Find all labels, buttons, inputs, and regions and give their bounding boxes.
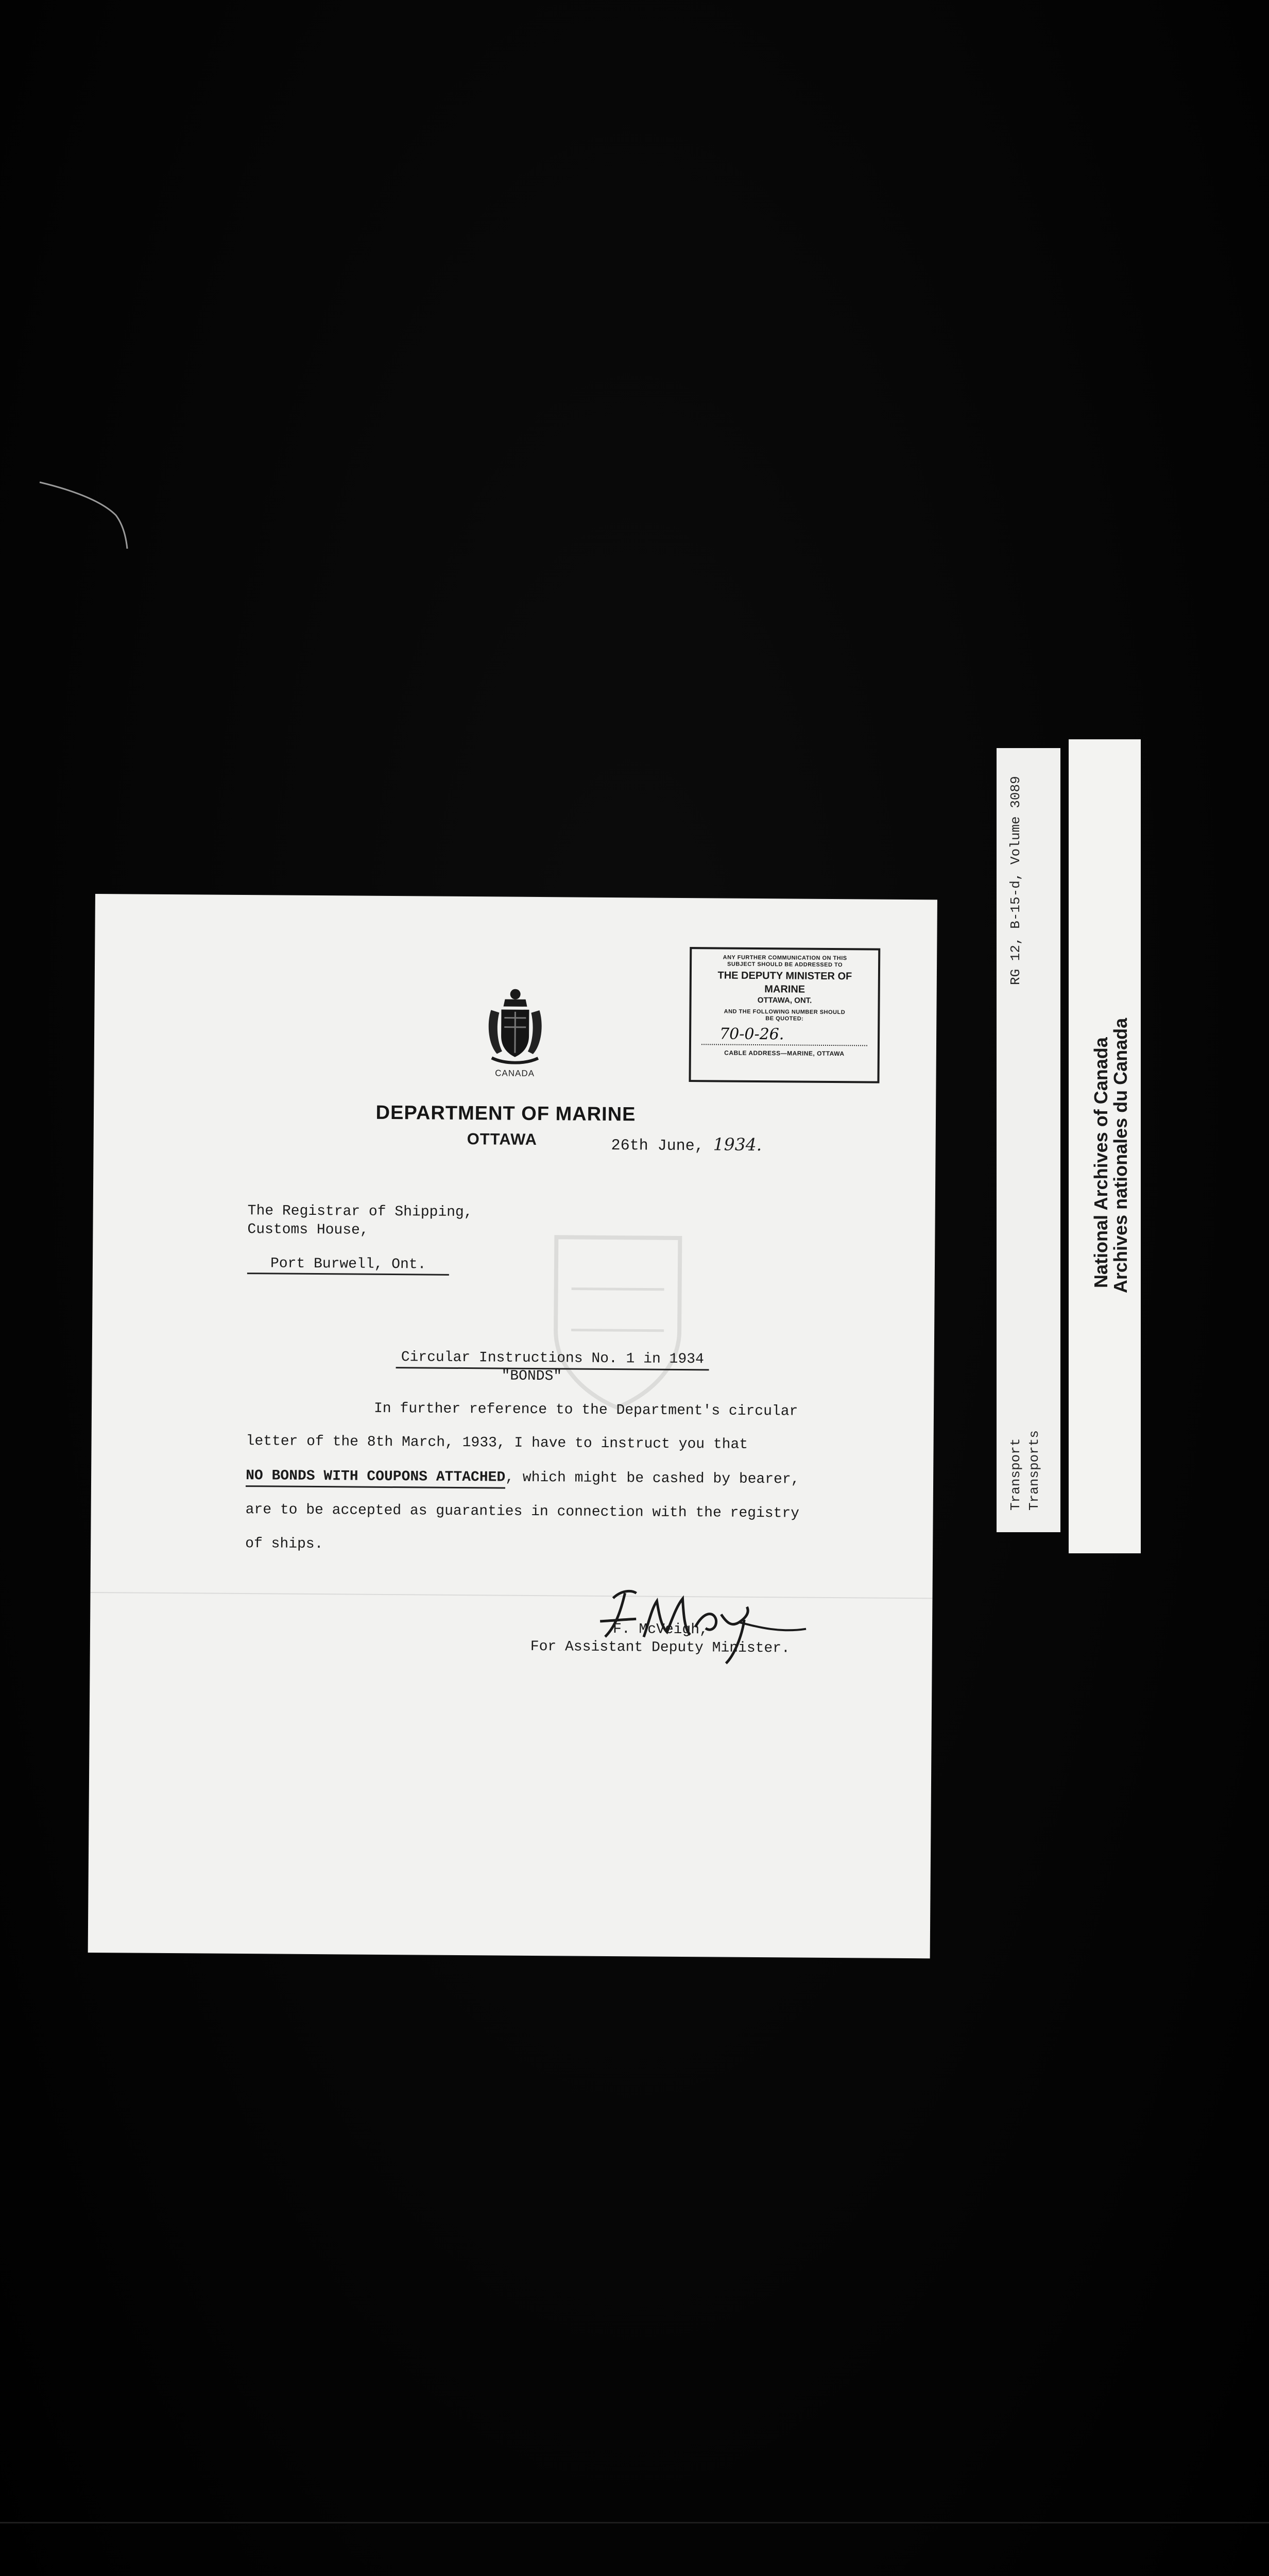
file-number: 70-0-26. <box>719 1025 784 1044</box>
reply-addressee: MARINE <box>764 984 805 995</box>
archive-reference: RG 12, B-15-d, Volume 3089 <box>1008 776 1023 985</box>
reply-instruction-line: AND THE FOLLOWING NUMBER SHOULD <box>724 1008 846 1016</box>
film-edge-line <box>0 2522 1269 2523</box>
department-title: DEPARTMENT OF MARINE <box>375 1101 636 1126</box>
institution-name-fr: Archives nationales du Canada <box>1110 1018 1131 1293</box>
institution-name-en: National Archives of Canada <box>1090 1037 1111 1288</box>
subject-heading: "BONDS" <box>501 1368 562 1385</box>
body-line: In further reference to the Department's circular <box>373 1400 798 1420</box>
file-number-line <box>701 1044 867 1046</box>
archive-reference-strip <box>997 748 1060 1532</box>
recipient-location: Port Burwell, Ont. <box>247 1256 450 1276</box>
watermark-shield <box>540 1227 696 1413</box>
body-line: are to be accepted as guaranties in connection with the registry <box>245 1502 800 1522</box>
archive-department-fr: Transports <box>1026 1430 1042 1511</box>
reply-city: OTTAWA, ONT. <box>757 995 812 1005</box>
body-emphasis: NO BONDS WITH COUPONS ATTACHED <box>246 1468 505 1489</box>
canada-coat-of-arms-icon <box>482 987 549 1064</box>
reply-instruction-line: BE QUOTED: <box>765 1015 804 1022</box>
letter-date <box>611 1133 762 1156</box>
signatory-name: F. McVeigh, <box>612 1621 709 1638</box>
reply-reference-box <box>689 947 880 1083</box>
date-day-month: 26th June, <box>611 1137 713 1156</box>
cable-address: CABLE ADDRESS—MARINE, OTTAWA <box>724 1049 845 1058</box>
body-line <box>246 1468 800 1488</box>
subject-title: Circular Instructions No. 1 in 1934 <box>396 1349 709 1370</box>
body-line: of ships. <box>245 1536 323 1553</box>
body-line: letter of the 8th March, 1933, I have to instruct you that <box>246 1433 748 1453</box>
department-city: OTTAWA <box>467 1130 538 1149</box>
letter-page <box>88 894 937 1958</box>
reply-instruction-line: SUBJECT SHOULD BE ADDRESSED TO <box>727 961 843 969</box>
crest-label: CANADA <box>495 1068 535 1078</box>
archive-institution-strip <box>1069 739 1141 1553</box>
archive-department-en: Transport <box>1008 1438 1023 1511</box>
date-year: 1934. <box>713 1134 762 1155</box>
signatory-title: For Assistant Deputy Minister. <box>530 1638 791 1657</box>
recipient-line: The Registrar of Shipping, <box>247 1203 473 1221</box>
recipient-line: Customs House, <box>247 1222 369 1239</box>
film-scratch <box>39 479 131 551</box>
reply-addressee: THE DEPUTY MINISTER OF <box>717 970 852 982</box>
reply-instruction-line: ANY FURTHER COMMUNICATION ON THIS <box>723 954 847 962</box>
body-line-rest: , which might be cashed by bearer, <box>505 1469 800 1488</box>
